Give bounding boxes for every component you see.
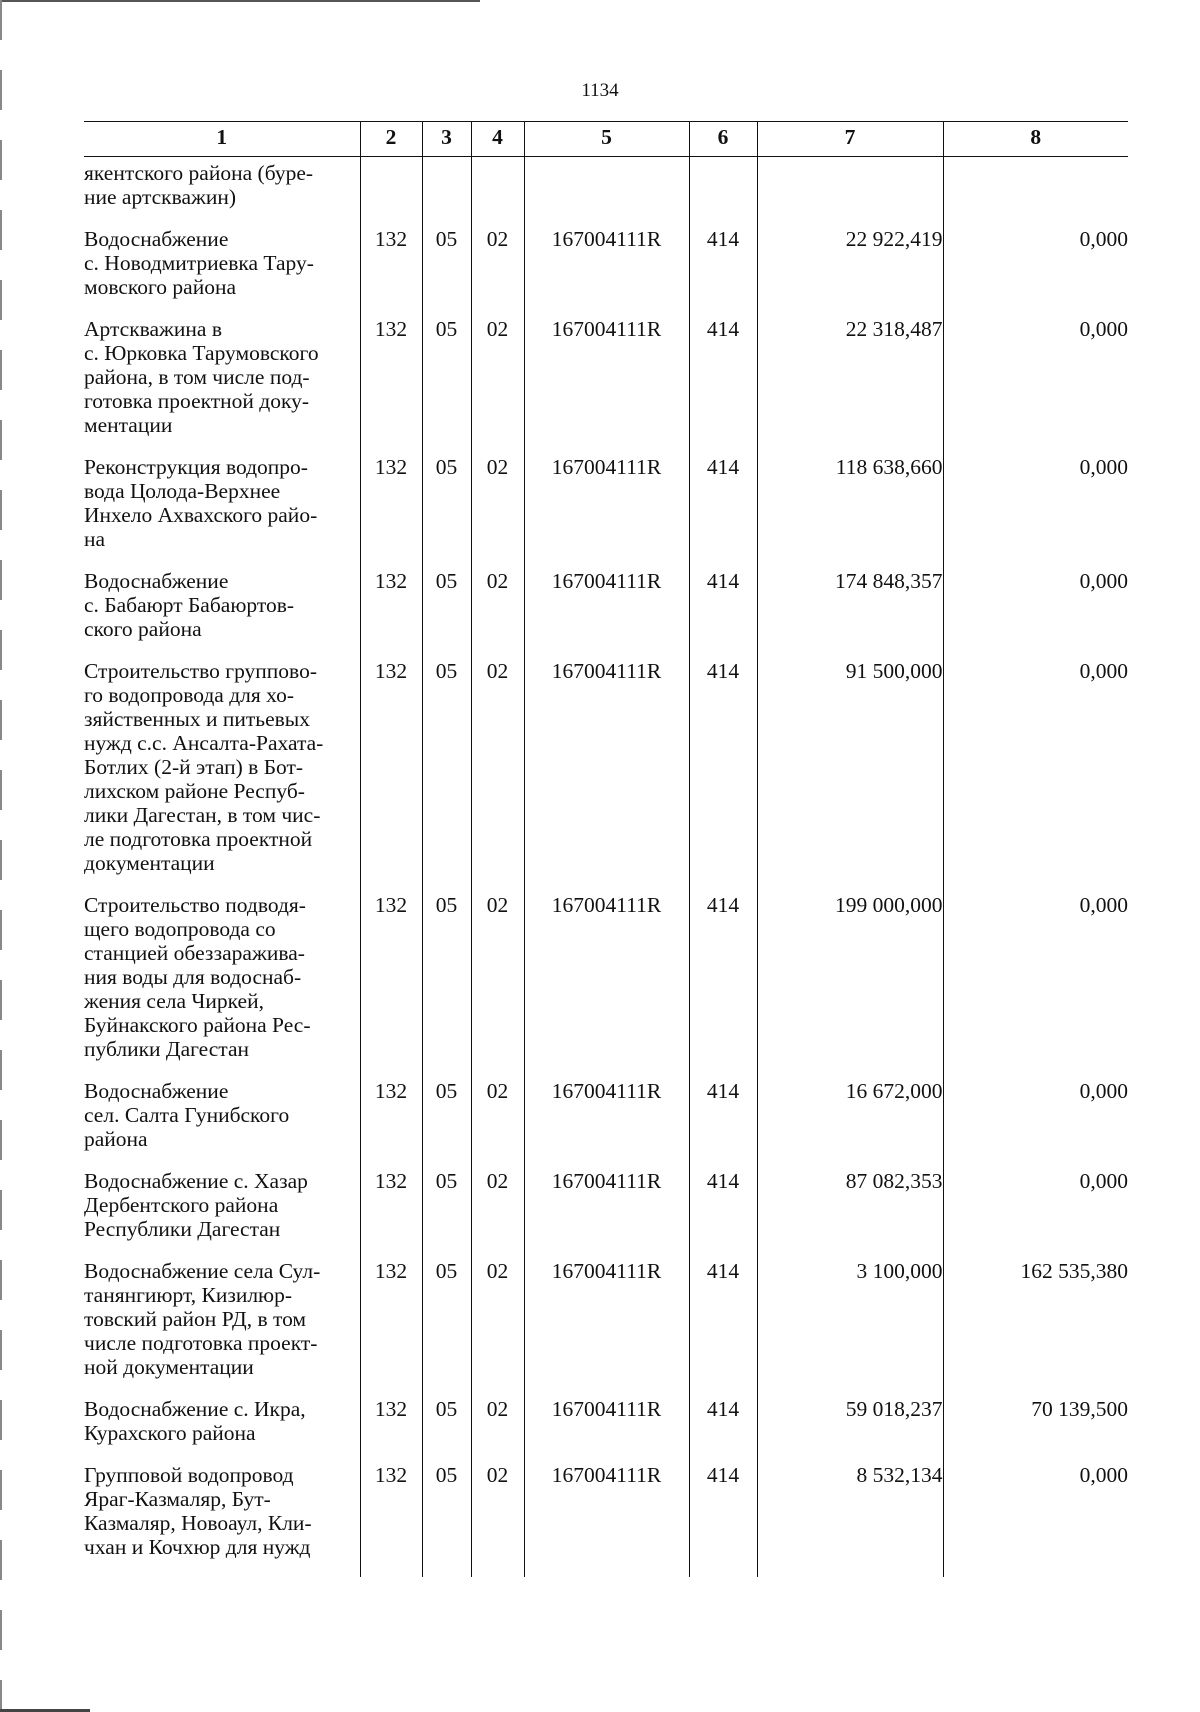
table-row bbox=[84, 317, 1128, 455]
admin-code-cell: 132 bbox=[360, 1397, 422, 1463]
admin-code-cell: 132 bbox=[360, 1079, 422, 1169]
amount-col7-cell: 118 638,660 bbox=[757, 455, 943, 569]
amount-col7-cell: 174 848,357 bbox=[757, 569, 943, 659]
table-row bbox=[84, 1259, 1128, 1397]
expense-type-cell: 414 bbox=[689, 659, 757, 893]
subsection-cell: 02 bbox=[471, 317, 524, 455]
subsection-cell: 02 bbox=[471, 1259, 524, 1397]
amount-col8-cell: 0,000 bbox=[943, 1169, 1128, 1259]
table-row bbox=[84, 893, 1128, 1079]
admin-code-cell bbox=[360, 157, 422, 228]
amount-col8-cell: 0,000 bbox=[943, 227, 1128, 317]
amount-col8-cell: 0,000 bbox=[943, 659, 1128, 893]
column-header-6: 6 bbox=[689, 122, 757, 157]
amount-col7-cell: 199 000,000 bbox=[757, 893, 943, 1079]
subsection-cell: 02 bbox=[471, 1079, 524, 1169]
amount-col8-cell: 0,000 bbox=[943, 893, 1128, 1079]
table-row bbox=[84, 157, 1128, 228]
amount-col7-cell: 3 100,000 bbox=[757, 1259, 943, 1397]
section-cell: 05 bbox=[422, 1463, 471, 1577]
row-name-cell: Строительство группово- го водопровода для хо- зяйственных и питьевых нужд с.с. Ансалта-Рахата- Ботлих (2-й этап) в Бот- лихском районе Респуб- лики Дагестан, в том чис- ле подготовка проектной документации bbox=[84, 659, 324, 875]
expense-type-cell: 414 bbox=[689, 1463, 757, 1577]
section-cell: 05 bbox=[422, 455, 471, 569]
subsection-cell: 02 bbox=[471, 455, 524, 569]
admin-code-cell: 132 bbox=[360, 1259, 422, 1397]
section-cell: 05 bbox=[422, 1259, 471, 1397]
admin-code-cell: 132 bbox=[360, 1463, 422, 1577]
row-name-cell: Строительство подводя- щего водопровода со станцией обеззаражива- ния воды для водоснаб- жения села Чиркей, Буйнакского района Рес- публики Дагестан bbox=[84, 893, 311, 1061]
target-article-cell: 167004111R bbox=[524, 1397, 689, 1463]
expense-type-cell: 414 bbox=[689, 1259, 757, 1397]
scan-edge-left bbox=[0, 0, 2, 1712]
header-row bbox=[84, 122, 1128, 157]
row-name-cell: Артскважина в с. Юрковка Тарумовского района, в том числе под- готовка проектной доку- ментации bbox=[84, 317, 319, 437]
section-cell: 05 bbox=[422, 317, 471, 455]
row-name-cell: Водоснабжение села Сул- танянгиюрт, Кизилюр- товский район РД, в том числе подготовка проект- ной документации bbox=[84, 1259, 321, 1379]
expense-type-cell: 414 bbox=[689, 227, 757, 317]
expense-type-cell: 414 bbox=[689, 1397, 757, 1463]
column-header-2: 2 bbox=[360, 122, 422, 157]
row-name-cell: Водоснабжение с. Новодмитриевка Тару- мовского района bbox=[84, 227, 314, 299]
admin-code-cell: 132 bbox=[360, 1169, 422, 1259]
subsection-cell: 02 bbox=[471, 1169, 524, 1259]
expense-type-cell: 414 bbox=[689, 893, 757, 1079]
row-name-cell: Реконструкция водопро- вода Цолода-Верхнее Инхело Ахвахского райо- на bbox=[84, 455, 318, 551]
column-header-8: 8 bbox=[943, 122, 1128, 157]
row-name-cell: Водоснабжение с. Хазар Дербентского района Республики Дагестан bbox=[84, 1169, 308, 1241]
subsection-cell: 02 bbox=[471, 893, 524, 1079]
section-cell: 05 bbox=[422, 1397, 471, 1463]
section-cell: 05 bbox=[422, 893, 471, 1079]
subsection-cell: 02 bbox=[471, 569, 524, 659]
section-cell: 05 bbox=[422, 1169, 471, 1259]
target-article-cell: 167004111R bbox=[524, 1169, 689, 1259]
amount-col8-cell: 0,000 bbox=[943, 455, 1128, 569]
amount-col8-cell bbox=[943, 157, 1128, 228]
column-header-1: 1 bbox=[84, 122, 360, 157]
column-header-4: 4 bbox=[471, 122, 524, 157]
target-article-cell: 167004111R bbox=[524, 1259, 689, 1397]
subsection-cell: 02 bbox=[471, 1397, 524, 1463]
section-cell: 05 bbox=[422, 569, 471, 659]
row-name-cell: якентского района (буре- ние артскважин) bbox=[84, 161, 314, 209]
row-name-cell: Водоснабжение с. Бабаюрт Бабаюртов- ского района bbox=[84, 569, 295, 641]
column-header-5: 5 bbox=[524, 122, 689, 157]
expense-type-cell: 414 bbox=[689, 569, 757, 659]
subsection-cell: 02 bbox=[471, 227, 524, 317]
admin-code-cell: 132 bbox=[360, 227, 422, 317]
column-header-7: 7 bbox=[757, 122, 943, 157]
row-name-cell: Водоснабжение сел. Салта Гунибского района bbox=[84, 1079, 290, 1151]
table-row bbox=[84, 659, 1128, 893]
amount-col7-cell: 8 532,134 bbox=[757, 1463, 943, 1577]
scan-edge-top bbox=[0, 0, 480, 2]
section-cell: 05 bbox=[422, 227, 471, 317]
expense-type-cell: 414 bbox=[689, 455, 757, 569]
amount-col8-cell: 0,000 bbox=[943, 569, 1128, 659]
amount-col7-cell bbox=[757, 157, 943, 228]
target-article-cell: 167004111R bbox=[524, 1463, 689, 1577]
table-row bbox=[84, 1079, 1128, 1169]
budget-table bbox=[84, 121, 1128, 1577]
section-cell bbox=[422, 157, 471, 228]
table-row bbox=[84, 455, 1128, 569]
amount-col8-cell: 162 535,380 bbox=[943, 1259, 1128, 1397]
expense-type-cell: 414 bbox=[689, 1169, 757, 1259]
admin-code-cell: 132 bbox=[360, 455, 422, 569]
row-name-cell: Групповой водопровод Яраг-Казмаляр, Бут- Казмаляр, Новоаул, Кли- чхан и Кочхюр для нужд bbox=[84, 1463, 312, 1559]
amount-col8-cell: 0,000 bbox=[943, 1079, 1128, 1169]
target-article-cell: 167004111R bbox=[524, 1079, 689, 1169]
expense-type-cell: 414 bbox=[689, 317, 757, 455]
amount-col7-cell: 16 672,000 bbox=[757, 1079, 943, 1169]
amount-col7-cell: 91 500,000 bbox=[757, 659, 943, 893]
section-cell: 05 bbox=[422, 1079, 471, 1169]
amount-col7-cell: 22 922,419 bbox=[757, 227, 943, 317]
table-row bbox=[84, 1169, 1128, 1259]
subsection-cell: 02 bbox=[471, 659, 524, 893]
target-article-cell: 167004111R bbox=[524, 893, 689, 1079]
target-article-cell: 167004111R bbox=[524, 569, 689, 659]
table-row bbox=[84, 569, 1128, 659]
page-number: 1134 bbox=[581, 80, 619, 101]
amount-col8-cell: 0,000 bbox=[943, 1463, 1128, 1577]
admin-code-cell: 132 bbox=[360, 317, 422, 455]
column-header-3: 3 bbox=[422, 122, 471, 157]
amount-col7-cell: 22 318,487 bbox=[757, 317, 943, 455]
row-name-cell: Водоснабжение с. Икра, Курахского района bbox=[84, 1397, 306, 1445]
table-row bbox=[84, 1397, 1128, 1463]
admin-code-cell: 132 bbox=[360, 659, 422, 893]
table-body bbox=[84, 157, 1128, 1578]
target-article-cell: 167004111R bbox=[524, 227, 689, 317]
amount-col7-cell: 59 018,237 bbox=[757, 1397, 943, 1463]
table-row bbox=[84, 1463, 1128, 1577]
subsection-cell: 02 bbox=[471, 1463, 524, 1577]
table-row bbox=[84, 227, 1128, 317]
target-article-cell: 167004111R bbox=[524, 659, 689, 893]
admin-code-cell: 132 bbox=[360, 893, 422, 1079]
expense-type-cell bbox=[689, 157, 757, 228]
subsection-cell bbox=[471, 157, 524, 228]
section-cell: 05 bbox=[422, 659, 471, 893]
target-article-cell: 167004111R bbox=[524, 455, 689, 569]
amount-col8-cell: 70 139,500 bbox=[943, 1397, 1128, 1463]
expense-type-cell: 414 bbox=[689, 1079, 757, 1169]
amount-col8-cell: 0,000 bbox=[943, 317, 1128, 455]
amount-col7-cell: 87 082,353 bbox=[757, 1169, 943, 1259]
admin-code-cell: 132 bbox=[360, 569, 422, 659]
target-article-cell: 167004111R bbox=[524, 317, 689, 455]
target-article-cell bbox=[524, 157, 689, 228]
